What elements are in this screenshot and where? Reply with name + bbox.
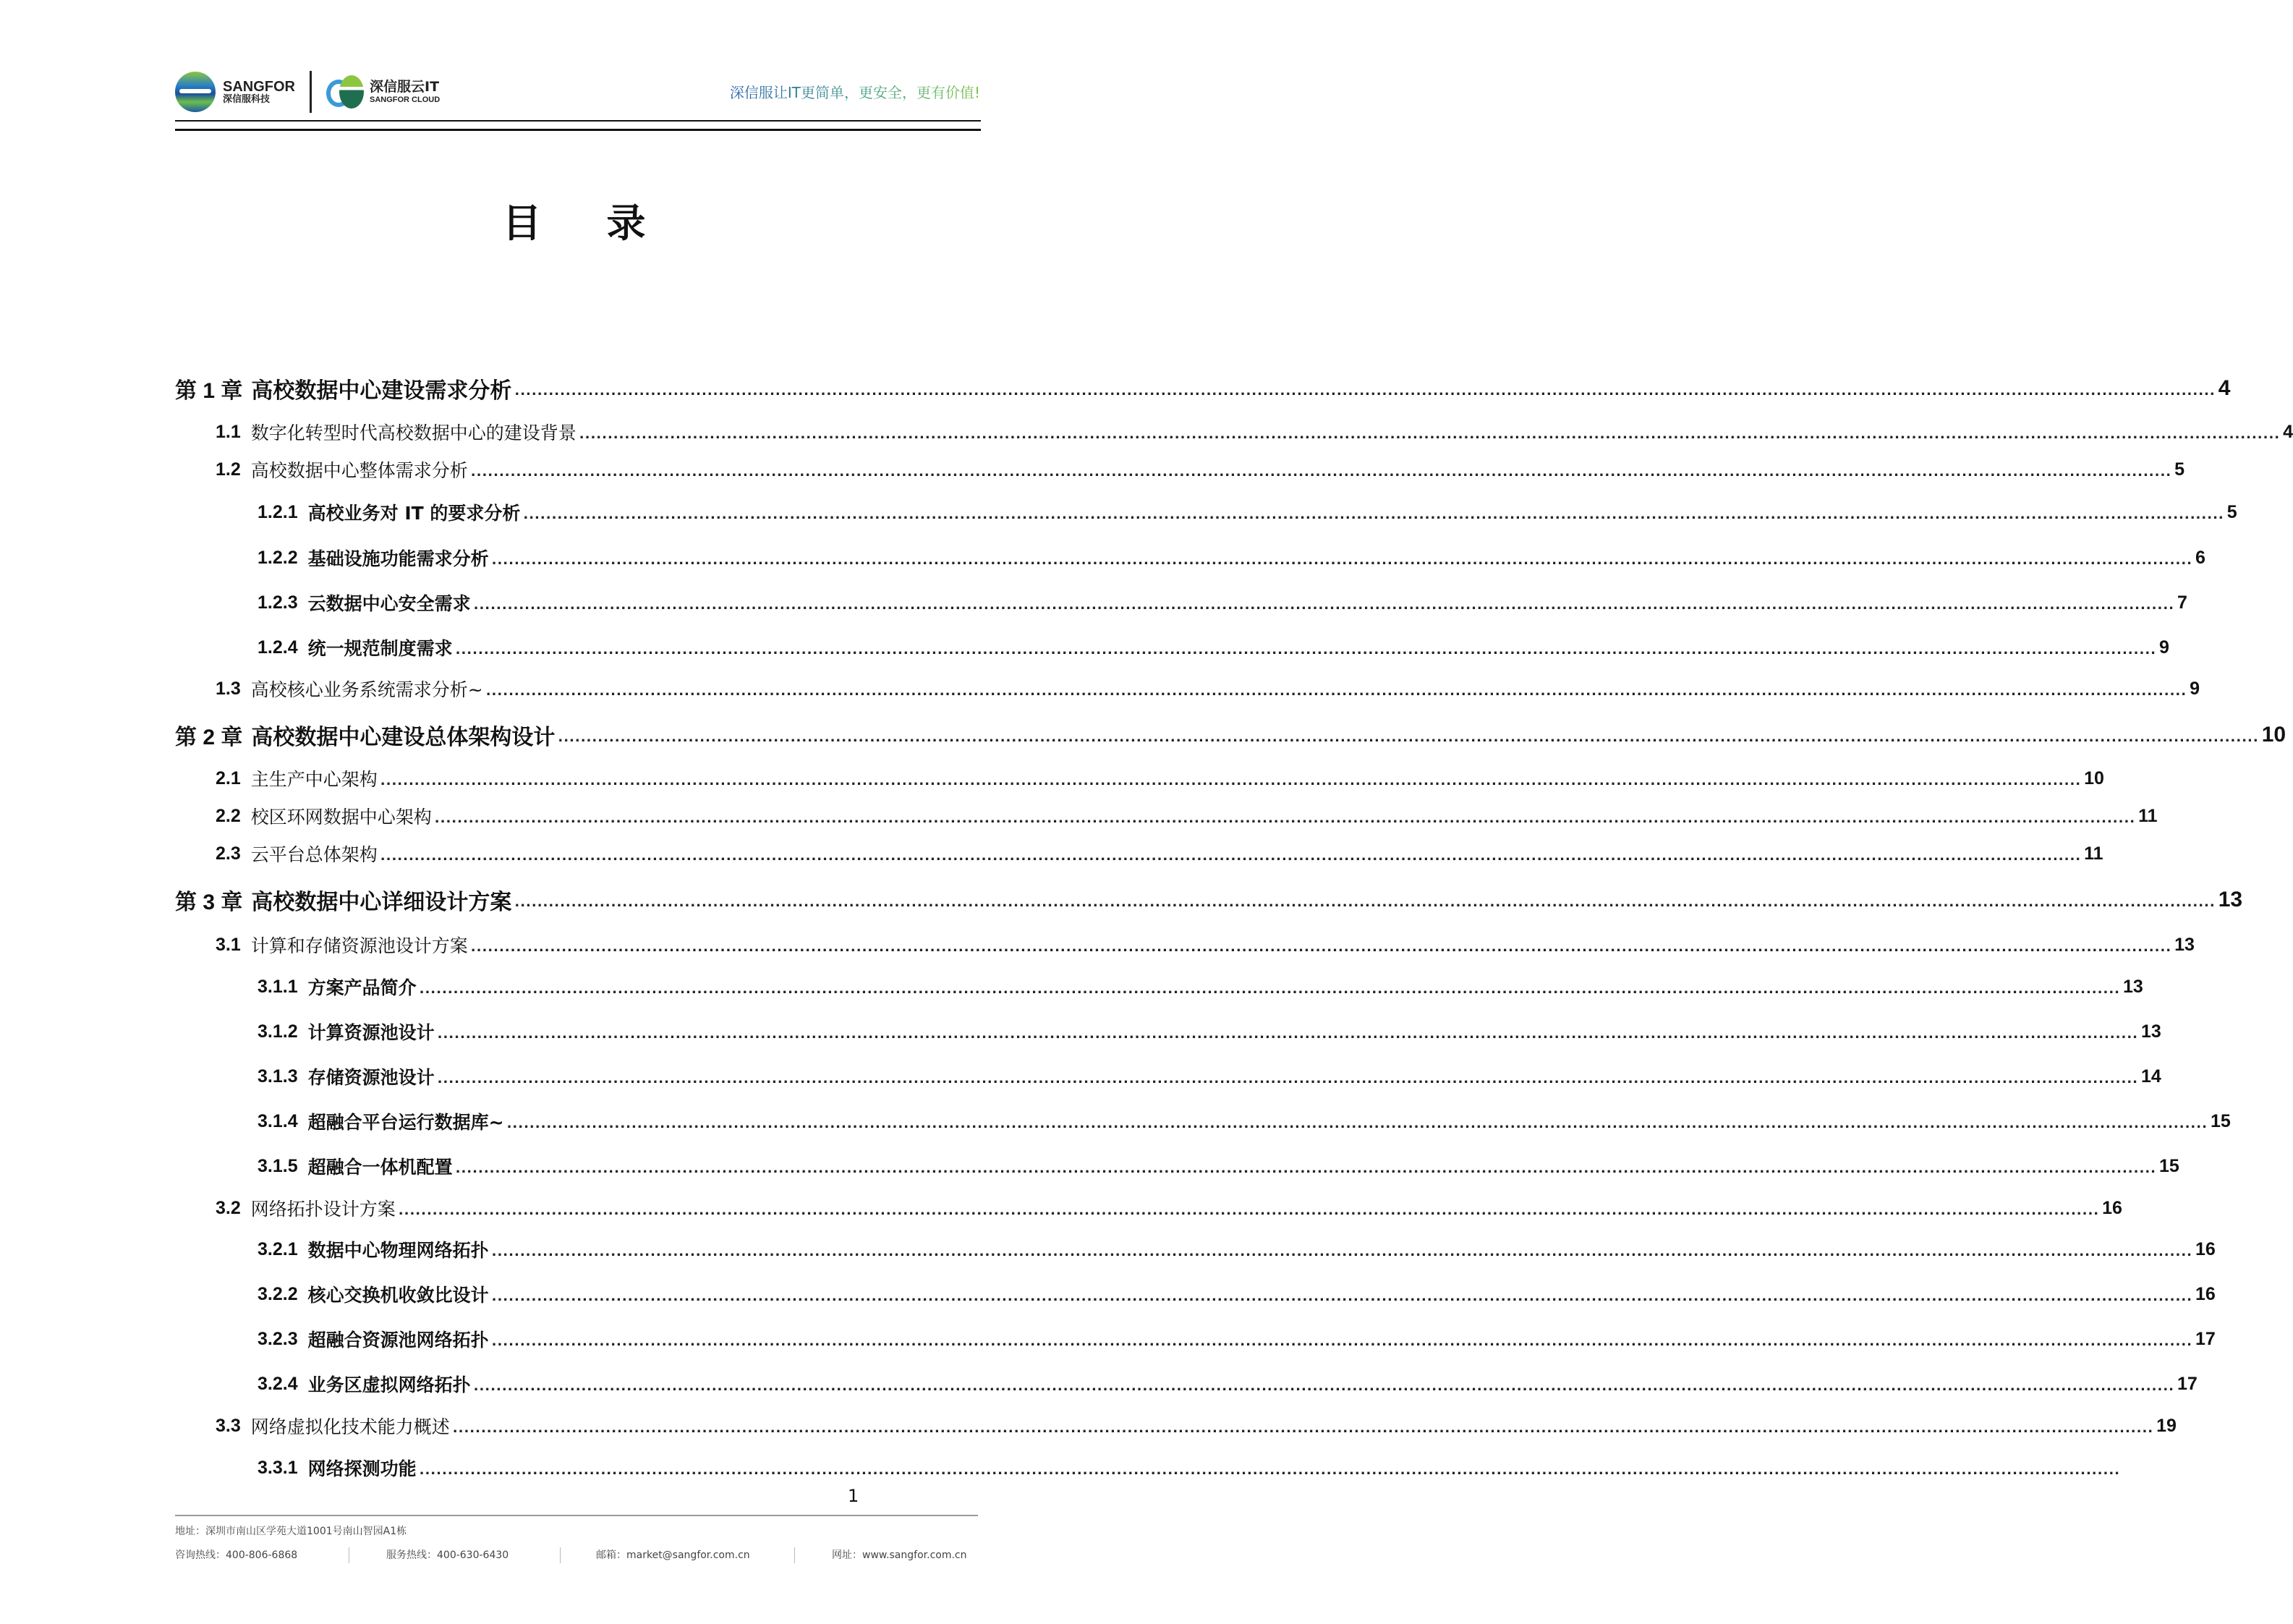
footer-address: 地址：深圳市南山区学苑大道1001号南山智园A1栋 <box>175 1526 407 1537</box>
toc-entry-page: 19 <box>2156 1415 2177 1436</box>
toc-entry-number: 3.2.4 <box>258 1373 298 1394</box>
toc-entry-label: 计算资源池设计 <box>307 1022 435 1043</box>
footer-rule <box>175 1515 978 1516</box>
toc-leader-dots: ............................................................................................................................................................................................................................................................................................................ <box>485 684 2187 699</box>
toc-entry-number: 1.2.4 <box>258 637 298 658</box>
sangfor-cloud-logo-icon <box>326 74 364 110</box>
footer-consult-hotline: 咨询热线：400-806-6868 <box>175 1549 298 1561</box>
toc-entry-page: 16 <box>2195 1238 2216 1259</box>
toc-entry[interactable] <box>258 1152 2179 1181</box>
page-title: 目录 <box>502 200 711 246</box>
header-rule <box>175 120 981 122</box>
toc-entry-page: 16 <box>2102 1197 2122 1218</box>
toc-entry-page: 16 <box>2195 1283 2216 1304</box>
toc-entry-number: 1.2.3 <box>258 592 298 613</box>
header-logos <box>175 71 440 113</box>
toc-entry-label: 方案产品简介 <box>307 977 417 998</box>
toc-leader-dots: ............................................................................................................................................................................................................................................................................................................ <box>434 811 2136 826</box>
toc-entry-page: 11 <box>2084 843 2103 864</box>
toc-entry[interactable] <box>216 930 2195 959</box>
toc-entry-label: 高校数据中心详细设计方案 <box>251 890 512 915</box>
toc-entry-label: 数字化转型时代高校数据中心的建设背景 <box>250 422 577 443</box>
toc-entry-number: 2.3 <box>216 843 241 864</box>
toc-entry-label: 超融合平台运行数据库~ <box>307 1112 504 1133</box>
toc-entry-page: 13 <box>2141 1021 2161 1042</box>
toc-entry-label: 统一规范制度需求 <box>307 638 453 659</box>
toc-entry-label: 高校数据中心整体需求分析 <box>250 460 468 481</box>
toc-entry-page: 6 <box>2195 547 2205 568</box>
toc-entry-number: 3.1.4 <box>258 1110 298 1131</box>
toc-leader-dots: ............................................................................................................................................................................................................................................................................................................ <box>455 642 2156 658</box>
toc-entry-label: 校区环网数据中心架构 <box>250 807 432 828</box>
toc-entry-page: 13 <box>2123 976 2143 997</box>
toc-entry-page: 4 <box>2283 421 2293 442</box>
toc-entry-label: 超融合一体机配置 <box>307 1157 453 1178</box>
toc-leader-dots: ............................................................................................................................................................................................................................................................................................................ <box>491 1289 2192 1304</box>
toc-leader-dots: ............................................................................................................................................................................................................................................................................................................ <box>452 1421 2154 1436</box>
toc-entry-page: 4 <box>2218 376 2231 400</box>
toc-entry-label: 网络探测功能 <box>307 1458 417 1479</box>
toc-leader-dots: ............................................................................................................................................................................................................................................................................................................ <box>491 1334 2192 1349</box>
toc-entry-page: 11 <box>2138 805 2158 826</box>
cloud-brand-en: SANGFOR CLOUD <box>370 95 441 104</box>
toc-entry[interactable] <box>216 417 2293 446</box>
toc-entry[interactable] <box>258 1107 2231 1136</box>
toc-entry-page: 13 <box>2174 934 2195 955</box>
footer-divider <box>560 1547 561 1563</box>
toc-entry-label: 网络虚拟化技术能力概述 <box>250 1416 450 1437</box>
toc-entry-number: 1.2.2 <box>258 547 298 568</box>
toc-leader-dots: ............................................................................................................................................................................................................................................................................................................ <box>473 1379 2174 1394</box>
toc-leader-dots: ............................................................................................................................................................................................................................................................................................................ <box>491 1244 2192 1259</box>
footer-website[interactable]: 网址：www.sangfor.com.cn <box>832 1549 967 1561</box>
toc-leader-dots: ............................................................................................................................................................................................................................................................................................................ <box>558 730 2259 745</box>
toc-entry-number: 3.1.5 <box>258 1155 298 1176</box>
toc-entry[interactable] <box>258 633 2169 662</box>
toc-leader-dots: ............................................................................................................................................................................................................................................................................................................ <box>514 383 2216 399</box>
header-slogan: 深信服让IT更简单，更安全，更有价值! <box>730 81 980 102</box>
toc-entry-page: 10 <box>2084 768 2104 788</box>
toc-entry-page: 14 <box>2141 1066 2161 1087</box>
toc-leader-dots: ............................................................................................................................................................................................................................................................................................................ <box>455 1161 2156 1176</box>
toc-entry-label: 超融合资源池网络拓扑 <box>307 1330 489 1351</box>
cloud-brand-cn: 深信服云IT <box>370 79 440 95</box>
toc-leader-dots: ............................................................................................................................................................................................................................................................................................................ <box>437 1026 2138 1042</box>
toc-entry[interactable] <box>258 1062 2161 1091</box>
toc-entry[interactable] <box>216 674 2200 703</box>
toc-entry-page: 17 <box>2195 1328 2216 1349</box>
toc-entry-label: 网络拓扑设计方案 <box>250 1199 396 1220</box>
toc-entry[interactable] <box>258 1325 2216 1353</box>
toc-entry-number: 第 3 章 <box>175 890 243 914</box>
toc-entry-label: 基础设施功能需求分析 <box>307 548 489 569</box>
toc-entry[interactable] <box>175 885 2243 915</box>
toc-entry-number: 3.2 <box>216 1197 241 1218</box>
toc-entry-number: 3.2.2 <box>258 1283 298 1304</box>
toc-entry-page: 9 <box>2190 678 2200 699</box>
toc-entry[interactable] <box>258 498 2237 527</box>
toc-entry-page: 17 <box>2177 1373 2198 1394</box>
brand-cn: 深信服科技 <box>223 93 271 105</box>
toc-entry[interactable] <box>258 1453 2120 1482</box>
toc-entry-label: 云平台总体架构 <box>250 844 378 865</box>
toc-entry-page: 5 <box>2226 501 2237 522</box>
toc-leader-dots: ............................................................................................................................................................................................................................................................................................................ <box>419 982 2120 997</box>
toc-entry-number: 3.1.2 <box>258 1021 298 1042</box>
toc-entry-number: 1.1 <box>216 421 241 442</box>
toc-entry[interactable] <box>175 374 2231 404</box>
toc-leader-dots: ............................................................................................................................................................................................................................................................................................................ <box>437 1071 2138 1087</box>
toc-entry[interactable] <box>216 839 2103 868</box>
toc-entry-label: 数据中心物理网络拓扑 <box>307 1240 489 1261</box>
toc-entry-label: 核心交换机收敛比设计 <box>307 1285 489 1306</box>
toc-entry-number: 1.2.1 <box>258 501 298 522</box>
footer-service-hotline: 服务热线：400-630-6430 <box>386 1549 509 1561</box>
toc-entry-number: 3.1 <box>216 934 241 955</box>
toc-entry-page: 9 <box>2159 637 2169 658</box>
toc-entry-label: 高校核心业务系统需求分析~ <box>250 679 483 700</box>
toc-leader-dots: ............................................................................................................................................................................................................................................................................................................ <box>514 895 2216 910</box>
toc-entry[interactable] <box>258 972 2143 1001</box>
page-number: 1 <box>848 1486 859 1506</box>
toc-leader-dots: ............................................................................................................................................................................................................................................................................................................ <box>380 849 2082 864</box>
footer-divider <box>794 1547 795 1563</box>
toc-entry-label: 高校数据中心建设总体架构设计 <box>251 725 556 750</box>
toc-leader-dots: ............................................................................................................................................................................................................................................................................................................ <box>380 773 2082 788</box>
toc-entry[interactable] <box>216 455 2185 484</box>
toc-entry-label: 高校业务对 IT 的要求分析 <box>307 503 521 524</box>
toc-entry-label: 计算和存储资源池设计方案 <box>250 935 468 956</box>
toc-entry-page: 5 <box>2174 459 2185 480</box>
toc-entry[interactable] <box>216 764 2104 793</box>
toc-entry[interactable] <box>216 802 2158 830</box>
toc-entry-label: 存储资源池设计 <box>307 1067 435 1088</box>
toc-leader-dots: ............................................................................................................................................................................................................................................................................................................ <box>523 507 2224 522</box>
header-rule-thick <box>175 129 981 131</box>
toc-entry-label: 业务区虚拟网络拓扑 <box>307 1374 471 1395</box>
sangfor-logo-icon <box>175 72 216 112</box>
toc-leader-dots: ............................................................................................................................................................................................................................................................................................................ <box>419 1463 2120 1478</box>
toc-entry[interactable] <box>258 588 2187 617</box>
toc-entry[interactable] <box>258 1017 2161 1046</box>
toc-entry[interactable] <box>258 1235 2216 1264</box>
toc-entry-number: 3.1.3 <box>258 1066 298 1087</box>
toc-entry-page: 10 <box>2261 723 2286 747</box>
toc-entry-label: 主生产中心架构 <box>250 769 378 790</box>
toc-entry-number: 2.1 <box>216 768 241 788</box>
toc-entry[interactable] <box>175 720 2286 750</box>
toc-entry-number: 第 2 章 <box>175 726 243 749</box>
toc-leader-dots: ............................................................................................................................................................................................................................................................................................................ <box>491 553 2192 568</box>
toc-leader-dots: ............................................................................................................................................................................................................................................................................................................ <box>506 1116 2208 1131</box>
toc-entry[interactable] <box>258 543 2205 572</box>
toc-entry[interactable] <box>216 1194 2122 1223</box>
toc-leader-dots: ............................................................................................................................................................................................................................................................................................................ <box>473 598 2174 613</box>
toc-leader-dots: ............................................................................................................................................................................................................................................................................................................ <box>398 1203 2100 1218</box>
toc-entry-page: 15 <box>2159 1155 2179 1176</box>
toc-entry-number: 3.1.1 <box>258 976 298 997</box>
toc-entry[interactable] <box>258 1280 2216 1309</box>
toc-entry-number: 3.2.3 <box>258 1328 298 1349</box>
toc-entry-page: 15 <box>2210 1110 2231 1131</box>
toc-entry-number: 1.3 <box>216 678 241 699</box>
toc-entry-number: 3.3.1 <box>258 1457 298 1478</box>
toc-entry[interactable] <box>258 1369 2198 1398</box>
footer-email[interactable]: 邮箱：market@sangfor.com.cn <box>596 1549 750 1561</box>
toc-entry-label: 云数据中心安全需求 <box>307 593 471 614</box>
toc-entry-number: 3.2.1 <box>258 1238 298 1259</box>
logo-divider <box>310 71 312 113</box>
toc-leader-dots: ............................................................................................................................................................................................................................................................................................................ <box>470 464 2172 480</box>
toc-leader-dots: ............................................................................................................................................................................................................................................................................................................ <box>579 427 2281 442</box>
toc-entry-number: 3.3 <box>216 1415 241 1436</box>
toc-entry-page: 7 <box>2177 592 2187 613</box>
toc-entry-number: 2.2 <box>216 805 241 826</box>
toc-entry-number: 1.2 <box>216 459 241 480</box>
toc-leader-dots: ............................................................................................................................................................................................................................................................................................................ <box>470 940 2172 955</box>
toc-entry[interactable] <box>216 1411 2177 1440</box>
toc-entry-page: 13 <box>2218 888 2243 911</box>
toc-entry-number: 第 1 章 <box>175 379 243 403</box>
toc-entry-label: 高校数据中心建设需求分析 <box>251 378 512 404</box>
brand-en: SANGFOR <box>223 78 295 95</box>
